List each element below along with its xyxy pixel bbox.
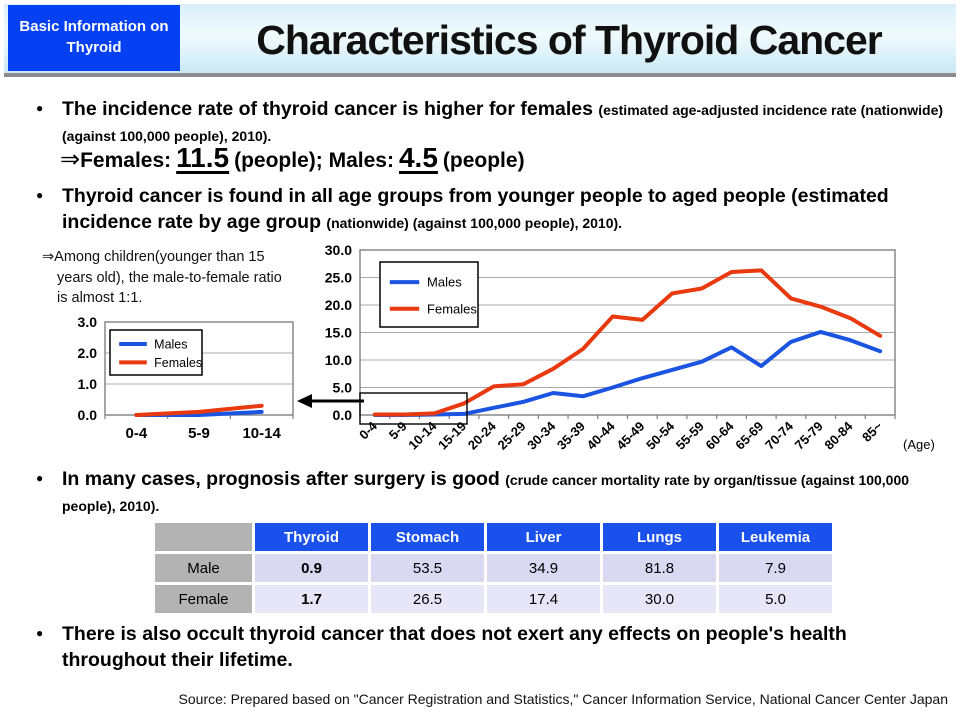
x-axis-tick-label: 20-24: [464, 418, 499, 453]
males-value: 4.5: [398, 142, 438, 173]
y-axis-tick-label: 3.0: [77, 314, 97, 330]
bullet-marker: ●: [36, 471, 44, 485]
bullet-marker: ●: [36, 188, 44, 202]
bullet-occult-cancer: [36, 621, 944, 673]
x-axis-tick-label: 40-44: [583, 418, 618, 453]
table-column-header: Liver: [487, 523, 600, 551]
table-column-header: Thyroid: [255, 523, 368, 551]
table-cell: 26.5: [371, 585, 484, 613]
y-axis-tick-label: 20.0: [324, 297, 352, 313]
bullet-prognosis: [36, 466, 944, 518]
table-cell: 34.9: [487, 554, 600, 582]
x-axis-tick-label: 25-29: [494, 418, 529, 453]
bullet-marker: ●: [36, 101, 44, 115]
series-line-males: [375, 332, 880, 415]
age-axis-note: (Age): [903, 437, 935, 452]
table-cell: 17.4: [487, 585, 600, 613]
bullet2-note: (nationwide) (against 100,000 people), 2010).: [326, 215, 623, 232]
x-axis-tick-label: 0-4: [356, 418, 380, 443]
bullet1-note: (estimated age-adjusted incidence rate (nationwide) (against 100,000 people), 2010).: [62, 102, 944, 145]
table-cell: 81.8: [603, 554, 716, 582]
incidence-stat-line: [60, 142, 525, 174]
x-axis-tick-label: 85~: [859, 418, 886, 445]
x-axis-tick-label: 50-54: [643, 418, 678, 453]
table-column-header: Stomach: [371, 523, 484, 551]
table-corner-cell: [155, 523, 252, 551]
legend-label: Males: [427, 274, 462, 290]
x-axis-tick-label: 10-14: [242, 425, 281, 442]
x-axis-tick-label: 45-49: [613, 418, 648, 453]
legend-box: [380, 262, 478, 327]
children-ratio-annotation: ⇒Among children(younger than 15 years old), the male-to-female ratio is almost 1:1.: [42, 249, 282, 307]
x-axis-tick-label: 0-4: [125, 425, 148, 442]
table-cell: 0.9: [255, 554, 368, 582]
page-title: Characteristics of Thyroid Cancer: [256, 16, 882, 63]
x-axis-tick-label: 60-64: [702, 418, 737, 453]
bullet3-note: (crude cancer mortality rate by organ/tissue (against 100,000 people), 2010).: [62, 472, 910, 515]
y-axis-tick-label: 0.0: [332, 407, 352, 423]
x-axis-tick-label: 10-14: [405, 418, 440, 453]
header-badge: Basic Information on Thyroid: [8, 5, 180, 71]
y-axis-tick-label: 1.0: [77, 376, 97, 392]
table-cell: 1.7: [255, 585, 368, 613]
y-axis-tick-label: 25.0: [324, 269, 352, 286]
bullet2-text: Thyroid cancer is found in all age groups from younger people to aged people (estimated incidence rate by age group: [62, 185, 889, 234]
y-axis-tick-label: 0.0: [77, 407, 97, 423]
y-axis-tick-label: 2.0: [77, 345, 97, 361]
x-axis-tick-label: 70-74: [761, 418, 797, 453]
source-credit: Source: Prepared based on "Cancer Registration and Statistics," Cancer Information Service, National Cancer Center Japan: [178, 691, 948, 707]
children-incidence-chart: [70, 312, 310, 452]
bullet4-text: There is also occult thyroid cancer that does not exert any effects on people's health throughout their lifetime.: [62, 623, 847, 672]
x-axis-tick-label: 80-84: [821, 418, 856, 453]
x-axis-tick-label: 5-9: [385, 418, 410, 443]
left-arrow-icon: [294, 392, 368, 410]
x-axis-tick-label: 75-79: [791, 418, 826, 453]
x-axis-tick-label: 5-9: [188, 425, 210, 442]
table-cell: 30.0: [603, 585, 716, 613]
table-cell: 53.5: [371, 554, 484, 582]
table-row-label: Female: [155, 585, 252, 613]
incidence-by-age-chart: [302, 236, 960, 465]
bullet3-text: In many cases, prognosis after surgery is good: [62, 468, 506, 490]
females-label: Females:: [80, 149, 172, 172]
x-axis-tick-label: 30-34: [524, 418, 559, 453]
bullet-marker: ●: [36, 626, 44, 640]
table-column-header: Leukemia: [719, 523, 832, 551]
legend-label: Females: [427, 301, 477, 317]
mortality-table: [155, 523, 832, 613]
stat-middle: (people); Males:: [234, 149, 394, 172]
table-cell: 7.9: [719, 554, 832, 582]
y-axis-tick-label: 15.0: [324, 324, 352, 341]
y-axis-tick-label: 30.0: [324, 242, 352, 258]
double-arrow-icon: ⇒: [60, 146, 81, 173]
bullet-incidence-rate: [36, 96, 944, 148]
table-row-label: Male: [155, 554, 252, 582]
bullet-age-groups: [36, 183, 944, 235]
x-axis-tick-label: 55-59: [672, 418, 707, 453]
legend-label: Males: [154, 337, 188, 352]
females-value: 11.5: [176, 142, 230, 173]
table-column-header: Lungs: [603, 523, 716, 551]
table-cell: 5.0: [719, 585, 832, 613]
y-axis-tick-label: 5.0: [332, 379, 352, 396]
legend-label: Females: [154, 355, 203, 370]
x-axis-tick-label: 35-39: [553, 418, 589, 453]
x-axis-tick-label: 65-69: [732, 418, 767, 453]
stat-suffix: (people): [442, 149, 525, 172]
bullet1-text: The incidence rate of thyroid cancer is higher for females: [62, 98, 599, 120]
y-axis-tick-label: 10.0: [324, 352, 352, 368]
x-axis-tick-label: 15-19: [435, 418, 470, 453]
